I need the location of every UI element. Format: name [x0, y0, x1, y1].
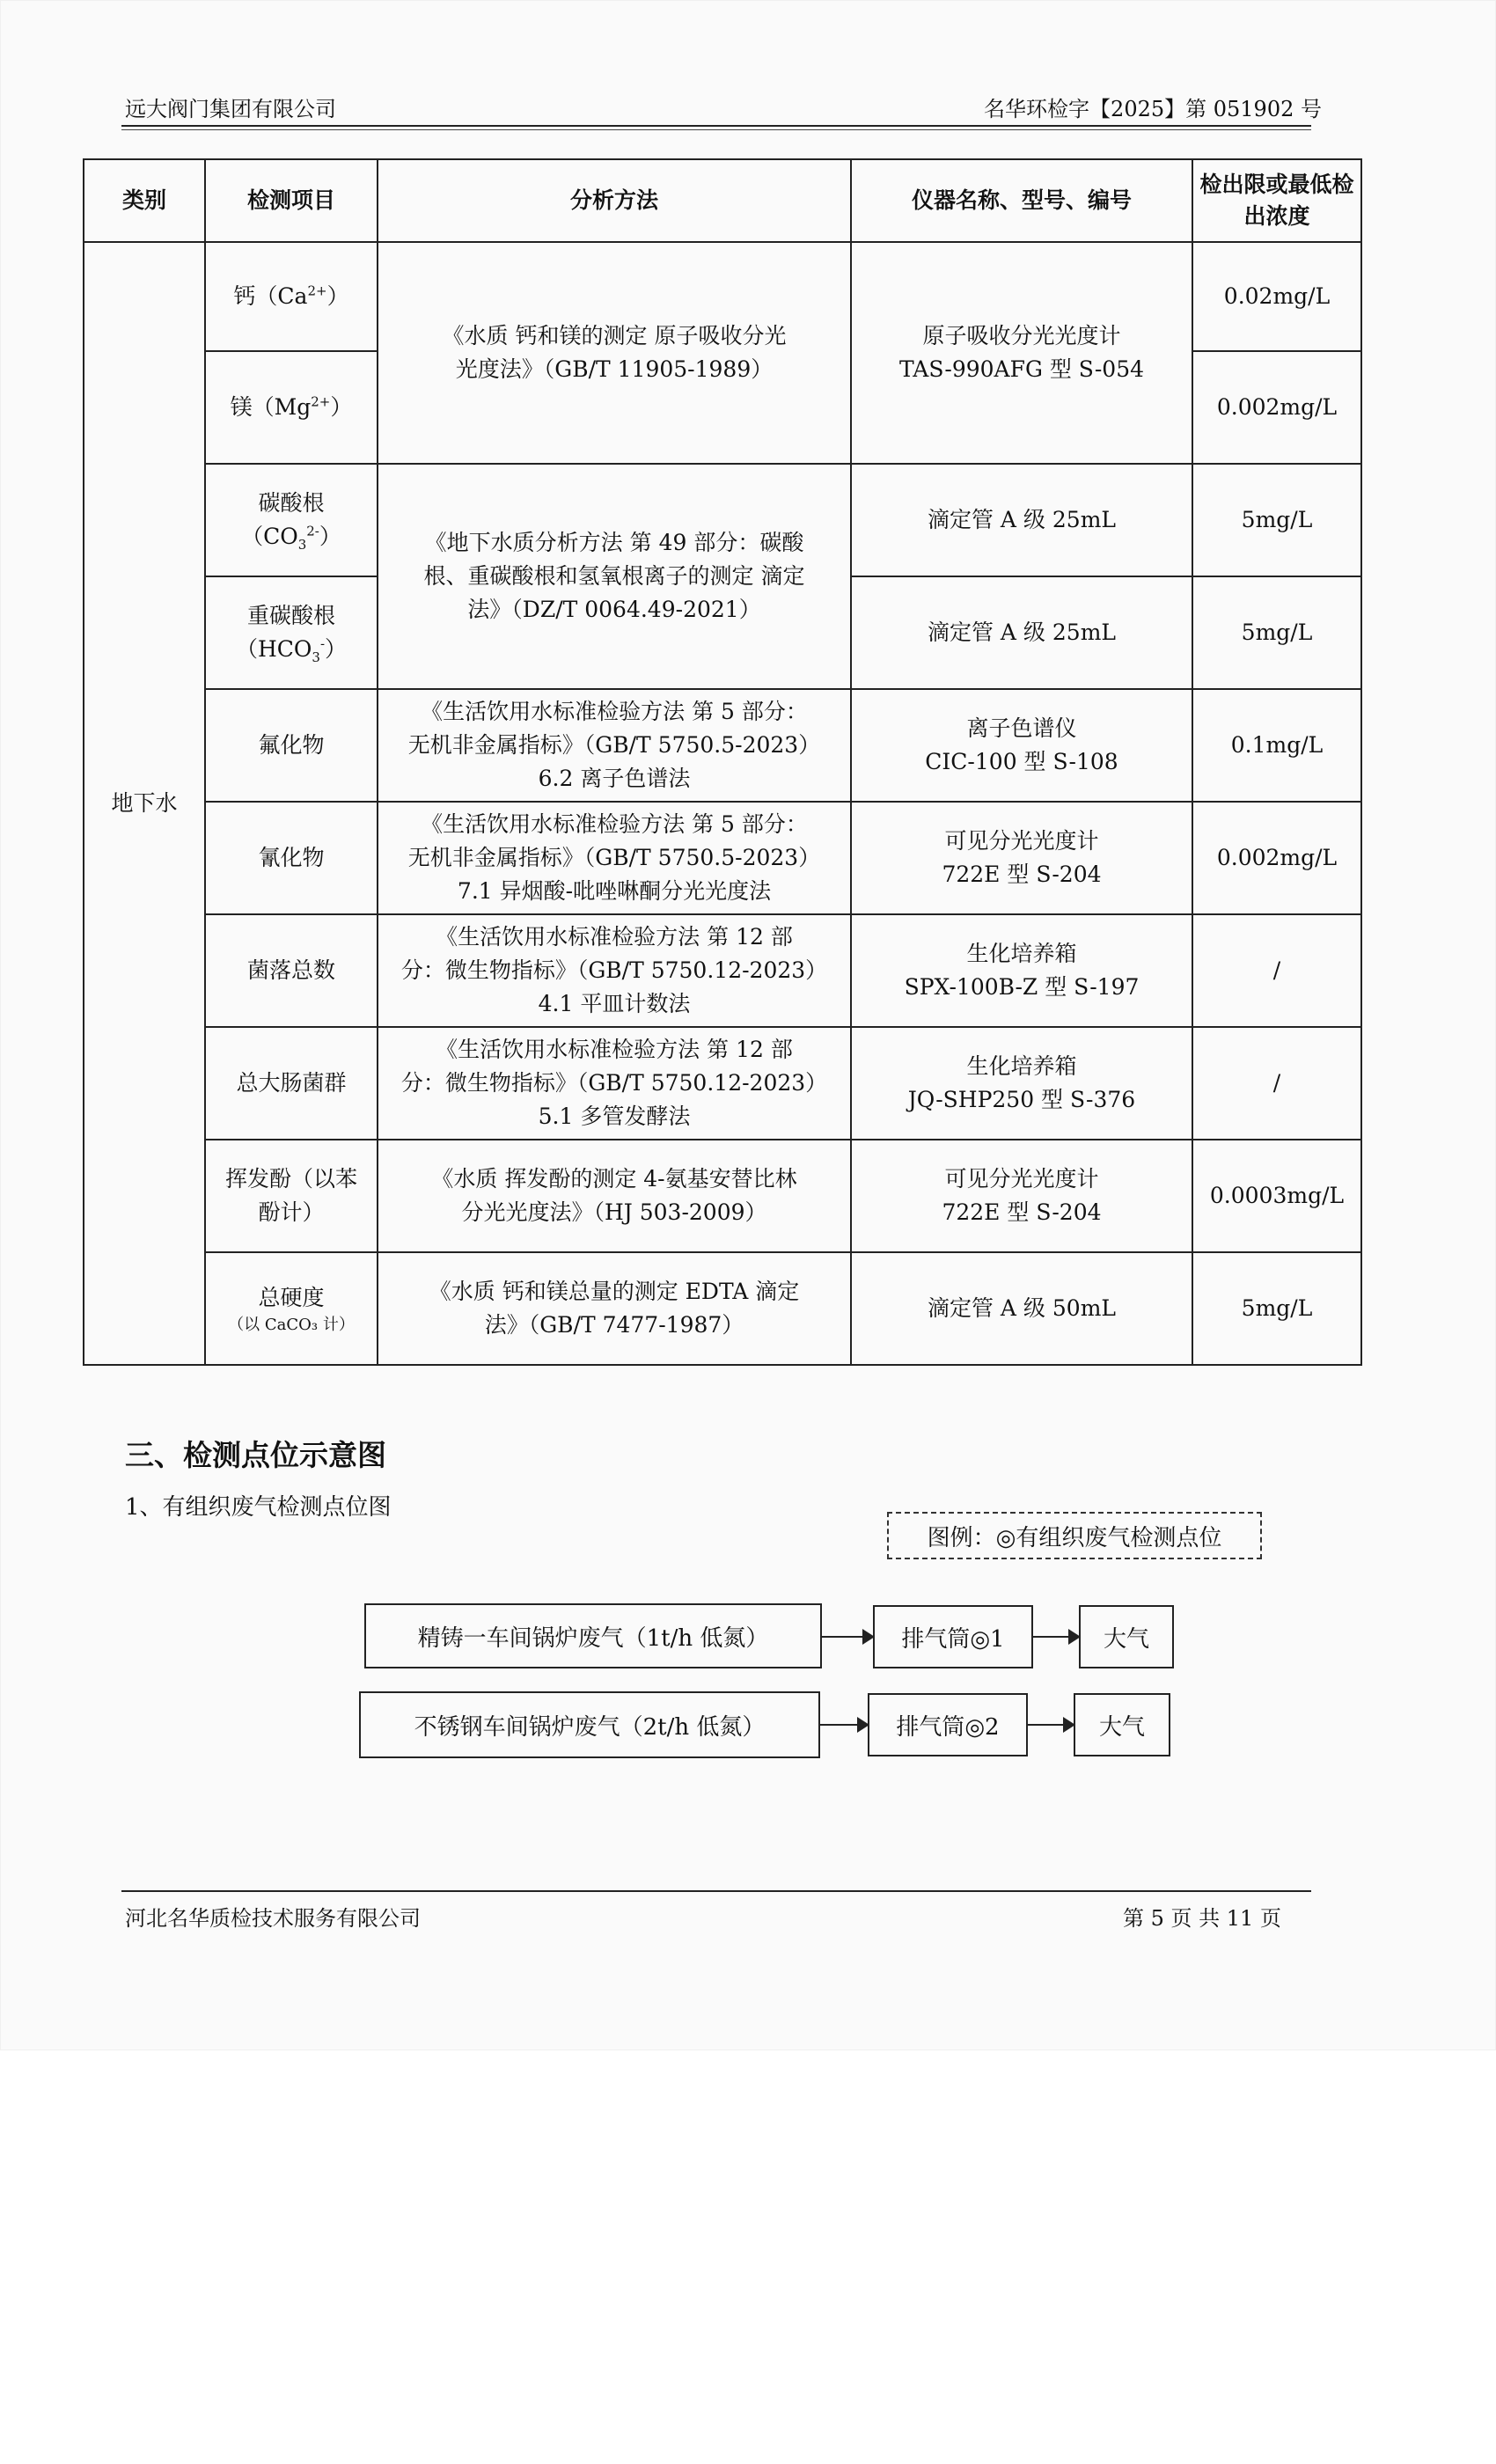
item-sup: 2+: [307, 282, 327, 299]
item-text: 镁（Mg: [230, 394, 312, 420]
item-sup: -: [319, 635, 326, 652]
method-line: 法》（DZ/T 0064.49-2021）: [467, 597, 761, 622]
item-text: 碳酸根: [258, 490, 325, 516]
flow1-source-box: [364, 1603, 822, 1668]
method-line: 5.1 多管发酵法: [538, 1104, 691, 1129]
table-row: [84, 1027, 1361, 1140]
footer-rule: [121, 1890, 1311, 1892]
item-formula-text: （HCO: [235, 636, 312, 662]
table-row: [84, 1252, 1361, 1365]
limit-cell: 0.1mg/L: [1192, 689, 1361, 802]
item-sup: 2-: [306, 523, 319, 539]
footer-page-number: 第 5 页 共 11 页: [1123, 1906, 1281, 1931]
limit-cell: 0.002mg/L: [1192, 351, 1361, 464]
item-cell: [205, 1140, 378, 1252]
item-formula: [211, 633, 371, 666]
section-subtitle: 1、有组织废气检测点位图: [125, 1494, 392, 1521]
header-rule: [121, 125, 1311, 127]
method-line: 无机非金属指标》（GB/T 5750.5-2023）: [407, 845, 821, 870]
instrument-cell: [851, 1140, 1192, 1252]
flow1-arrow-1: [822, 1636, 873, 1638]
flow2-arrow-2: [1028, 1724, 1074, 1726]
item-formula-text: （CO: [241, 524, 298, 549]
item-cell: 菌落总数: [205, 914, 378, 1027]
flow1-dest-text: 大气: [1103, 1625, 1149, 1653]
limit-cell: 0.02mg/L: [1192, 242, 1361, 351]
header-rule-thin: [121, 129, 1311, 130]
table-row: [84, 242, 1361, 351]
item-cell: 总大肠菌群: [205, 1027, 378, 1140]
item-formula: [211, 520, 371, 554]
limit-cell: 5mg/L: [1192, 1252, 1361, 1365]
item-sub: 3: [312, 649, 320, 665]
method-line: 《水质 钙和镁的测定 原子吸收分光: [442, 323, 787, 348]
item-text: 钙（Ca: [233, 283, 308, 309]
table-row: [84, 914, 1361, 1027]
instrument-cell: [851, 914, 1192, 1027]
method-line: 根、重碳酸根和氢氧根离子的测定 滴定: [423, 563, 805, 589]
instrument-cell: [851, 242, 1192, 464]
flow2-arrow-1: [820, 1724, 868, 1726]
table-row: [84, 689, 1361, 802]
flow2-stack-text: 排气筒◎2: [896, 1713, 1000, 1741]
instrument-line: TAS-990AFG 型 S-054: [898, 356, 1145, 382]
item-note: （以 CaCO₃ 计）: [228, 1316, 355, 1334]
instrument-cell: [851, 802, 1192, 914]
item-cell: 氰化物: [205, 802, 378, 914]
header-report-number: 名华环检字【2025】第 051902 号: [984, 97, 1322, 121]
item-text: 挥发酚（以苯: [224, 1166, 357, 1192]
flow1-source-text: 精铸一车间锅炉废气（1t/h 低氮）: [417, 1624, 769, 1652]
instrument-line: 722E 型 S-204: [942, 1199, 1102, 1225]
method-cell: [378, 464, 851, 689]
col-header-category: 类别: [84, 159, 205, 242]
item-cell: [205, 576, 378, 689]
method-line: 6.2 离子色谱法: [538, 766, 691, 791]
instrument-line: 离子色谱仪: [966, 715, 1077, 741]
instrument-cell: [851, 1027, 1192, 1140]
instrument-line: SPX-100B-Z 型 S-197: [904, 974, 1140, 1000]
footer-company: 河北名华质检技术服务有限公司: [125, 1906, 421, 1931]
limit-cell: /: [1192, 914, 1361, 1027]
limit-cell: 0.0003mg/L: [1192, 1140, 1361, 1252]
section-title: 三、检测点位示意图: [125, 1438, 386, 1472]
diagram-legend: [887, 1512, 1262, 1559]
instrument-cell: 滴定管 A 级 25mL: [851, 576, 1192, 689]
limit-cell: /: [1192, 1027, 1361, 1140]
instrument-line: 原子吸收分光光度计: [922, 323, 1121, 348]
method-line: 分：微生物指标》（GB/T 5750.12-2023）: [400, 1070, 828, 1096]
item-sub: 3: [297, 537, 307, 553]
method-line: 《生活饮用水标准检验方法 第 12 部: [436, 924, 793, 950]
table-header-row: [84, 159, 1361, 242]
flow1-arrow-2: [1033, 1636, 1079, 1638]
flow2-dest-text: 大气: [1098, 1713, 1145, 1741]
col-header-item: 检测项目: [205, 159, 378, 242]
item-text: 总硬度: [258, 1285, 325, 1310]
method-line: 《水质 挥发酚的测定 4-氨基安替比林: [431, 1166, 797, 1192]
item-cell: [205, 464, 378, 576]
flow2-stack-box: [868, 1693, 1028, 1756]
instrument-line: 生化培养箱: [966, 941, 1077, 966]
header-company: 远大阀门集团有限公司: [125, 97, 336, 121]
table-row: [84, 802, 1361, 914]
category-cell: 地下水: [84, 242, 205, 1365]
col-header-limit-text: 检出限或最低检出浓度: [1199, 172, 1354, 229]
item-tail: ）: [325, 636, 348, 662]
method-line: 《生活饮用水标准检验方法 第 5 部分：: [421, 699, 808, 724]
method-line: 《水质 钙和镁总量的测定 EDTA 滴定: [429, 1279, 800, 1304]
limit-cell: 0.002mg/L: [1192, 802, 1361, 914]
method-line: 分：微生物指标》（GB/T 5750.12-2023）: [400, 957, 828, 983]
instrument-line: 722E 型 S-204: [942, 862, 1102, 887]
item-tail: ）: [326, 283, 349, 309]
col-header-method: 分析方法: [378, 159, 851, 242]
method-cell: [378, 242, 851, 464]
item-tail: ）: [330, 394, 353, 420]
method-line: 《生活饮用水标准检验方法 第 12 部: [436, 1037, 793, 1062]
table-row: [84, 1140, 1361, 1252]
instrument-line: CIC-100 型 S-108: [925, 749, 1118, 774]
item-cell: [205, 1252, 378, 1365]
method-cell: [378, 1140, 851, 1252]
method-cell: [378, 1027, 851, 1140]
flow1-stack-box: [873, 1605, 1033, 1668]
method-line: 光度法》（GB/T 11905-1989）: [455, 356, 774, 382]
method-line: 分光光度法》（HJ 503-2009）: [461, 1199, 767, 1225]
flow1-stack-text: 排气筒◎1: [901, 1625, 1005, 1653]
limit-cell: 5mg/L: [1192, 464, 1361, 576]
legend-text: 图例：◎有组织废气检测点位: [927, 1524, 1222, 1551]
limit-cell: 5mg/L: [1192, 576, 1361, 689]
item-cell: [205, 242, 378, 351]
item-text: 酚计）: [258, 1199, 325, 1225]
flow1-dest-box: [1079, 1605, 1174, 1668]
col-header-instrument: 仪器名称、型号、编号: [851, 159, 1192, 242]
item-tail: ）: [319, 524, 341, 549]
flow2-source-box: [359, 1691, 820, 1758]
instrument-line: JQ-SHP250 型 S-376: [907, 1087, 1136, 1112]
method-line: 4.1 平皿计数法: [538, 991, 691, 1016]
method-line: 无机非金属指标》（GB/T 5750.5-2023）: [407, 732, 821, 758]
method-cell: [378, 1252, 851, 1365]
item-cell: 氟化物: [205, 689, 378, 802]
method-line: 法》（GB/T 7477-1987）: [484, 1312, 744, 1338]
instrument-line: 生化培养箱: [966, 1053, 1077, 1079]
flow2-source-text: 不锈钢车间锅炉废气（2t/h 低氮）: [414, 1713, 766, 1741]
item-text: 重碳酸根: [246, 603, 335, 628]
item-sup: 2+: [311, 393, 331, 410]
table-row: [84, 464, 1361, 576]
method-cell: [378, 802, 851, 914]
instrument-cell: 滴定管 A 级 50mL: [851, 1252, 1192, 1365]
instrument-cell: [851, 689, 1192, 802]
method-line: 《生活饮用水标准检验方法 第 5 部分：: [421, 811, 808, 837]
instrument-cell: 滴定管 A 级 25mL: [851, 464, 1192, 576]
instrument-line: 可见分光光度计: [944, 1166, 1099, 1192]
instrument-line: 可见分光光度计: [944, 828, 1099, 854]
flow2-dest-box: [1074, 1693, 1170, 1756]
item-cell: [205, 351, 378, 464]
col-header-limit: [1192, 159, 1361, 242]
method-cell: [378, 914, 851, 1027]
method-line: 《地下水质分析方法 第 49 部分：碳酸: [424, 530, 804, 555]
method-table: [83, 158, 1362, 1366]
method-line: 7.1 异烟酸-吡唑啉酮分光光度法: [457, 878, 772, 904]
method-cell: [378, 689, 851, 802]
